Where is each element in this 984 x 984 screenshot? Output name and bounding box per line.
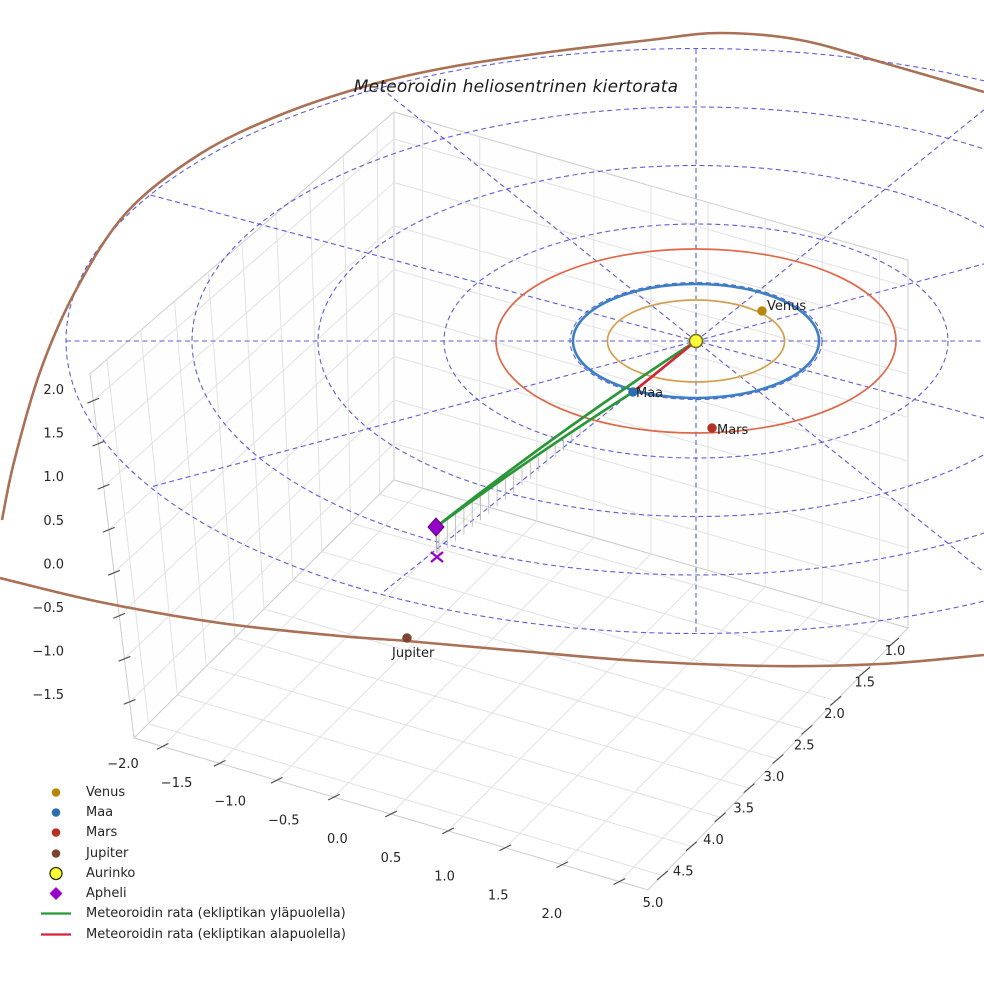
sun-marker — [690, 335, 703, 348]
jupiter-legend-marker-icon — [30, 845, 82, 862]
jupiter-marker — [403, 634, 412, 643]
x-tick-label: 1.0 — [434, 869, 455, 885]
mars-legend-marker-icon — [30, 824, 82, 841]
x-tick-label: −2.0 — [107, 757, 139, 772]
z-tick-label: −1.5 — [32, 688, 64, 704]
y-tick-label: 2.0 — [824, 707, 845, 722]
venus-legend-marker-icon — [30, 784, 82, 801]
x-tick-label: −0.5 — [268, 813, 300, 829]
maa-annotation: Maa — [636, 386, 664, 401]
z-tick-label: 2.0 — [43, 383, 64, 398]
legend-diamond-icon — [50, 887, 63, 900]
axes-panes — [90, 112, 908, 890]
meteoroidin-legend-marker-icon — [30, 926, 82, 943]
venus-marker — [758, 307, 767, 316]
legend-dot-icon — [52, 849, 61, 858]
x-tick-label: 1.5 — [487, 888, 509, 904]
legend-dot-icon — [52, 788, 61, 797]
legend-item-label: Venus — [86, 784, 126, 800]
legend-item — [30, 904, 346, 924]
z-tick-label: −0.5 — [32, 601, 64, 616]
legend-item-label: Mars — [86, 825, 118, 841]
z-tick-label: −1.0 — [32, 644, 64, 660]
mars-annotation: Mars — [717, 423, 749, 438]
jupiter-annotation: Jupiter — [392, 646, 435, 661]
y-tick-label: 1.0 — [884, 644, 906, 659]
apheli-legend-marker-icon — [30, 885, 82, 902]
legend — [30, 782, 346, 944]
legend-item-label: Meteoroidin rata (ekliptikan yläpuolella) — [86, 906, 346, 922]
legend-item — [30, 802, 346, 822]
legend-item — [30, 782, 346, 802]
z-tick-label: 1.0 — [43, 470, 64, 486]
x-tick-label: −1.5 — [160, 775, 193, 791]
legend-item-label: Apheli — [86, 886, 127, 902]
x-tick-label: 2.0 — [541, 907, 563, 922]
meteoroidin-legend-marker-icon — [30, 905, 82, 922]
y-tick-label: 3.0 — [763, 770, 785, 785]
y-tick-label: 1.5 — [854, 675, 876, 691]
aurinko-legend-marker-icon — [30, 865, 82, 882]
legend-item — [30, 823, 346, 843]
maa-legend-marker-icon — [30, 804, 82, 821]
legend-sun-icon — [50, 867, 62, 879]
legend-item — [30, 924, 346, 944]
legend-dot-icon — [52, 808, 61, 817]
legend-item-label: Aurinko — [86, 865, 136, 881]
legend-item — [30, 883, 346, 903]
z-tick-label: 0.0 — [43, 557, 64, 573]
legend-dot-icon — [52, 828, 61, 837]
legend-item-label: Meteoroidin rata (ekliptikan alapuolella) — [86, 926, 346, 942]
z-tick-label: 0.5 — [43, 513, 64, 529]
legend-item — [30, 843, 346, 863]
legend-item-label: Maa — [86, 804, 114, 820]
x-tick-label: −1.0 — [214, 794, 246, 810]
y-tick-label: 2.5 — [793, 738, 815, 754]
venus-annotation: Venus — [767, 299, 807, 314]
y-tick-label: 3.5 — [733, 801, 755, 817]
mars-marker — [708, 424, 717, 433]
y-tick-label: 4.5 — [672, 864, 694, 880]
chart-title: Meteoroidin heliosentrinen kiertorata — [353, 77, 679, 97]
y-tick-label: 4.0 — [703, 833, 724, 848]
legend-item — [30, 863, 346, 883]
y-tick-label: 5.0 — [642, 896, 664, 911]
x-tick-label: 0.5 — [380, 850, 402, 866]
z-tick-label: 1.5 — [43, 426, 64, 442]
x-tick-label: 0.0 — [327, 832, 348, 847]
legend-item-label: Jupiter — [86, 845, 129, 861]
